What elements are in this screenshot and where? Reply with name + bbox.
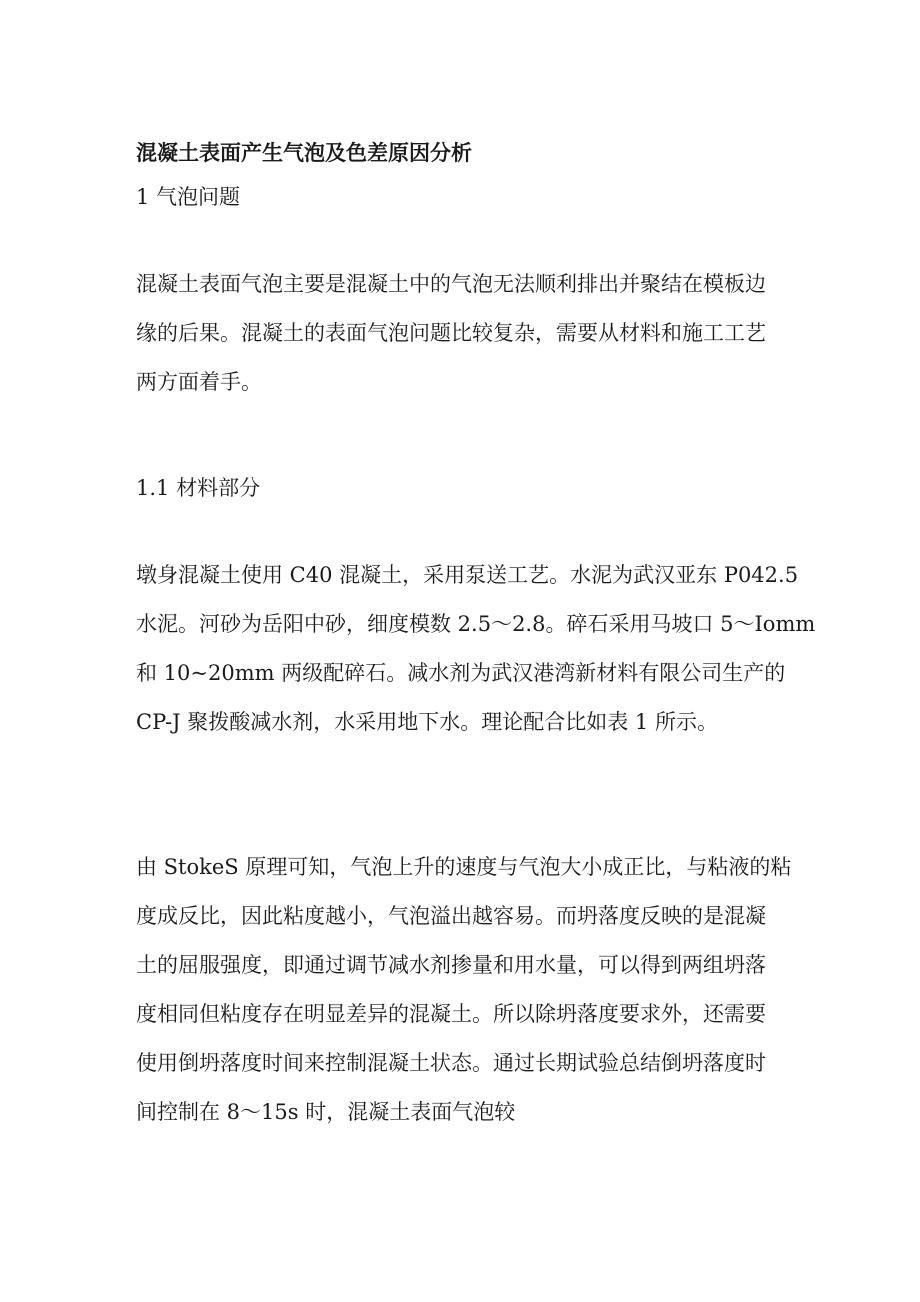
paragraph-line: 混凝土表面气泡主要是混凝土中的气泡无法顺利排出并聚结在模板边 — [136, 272, 766, 296]
paragraph-bubble-cause — [136, 260, 796, 407]
paragraph-line: 土的屈服强度，即通过调节减水剂掺量和用水量，可以得到两组坍落 — [136, 953, 766, 977]
paragraph-line: 度成反比，因此粘度越小，气泡溢出越容易。而坍落度反映的是混凝 — [136, 904, 766, 928]
paragraph-line: 度相同但粘度存在明显差异的混凝土。所以除坍落度要求外，还需要 — [136, 1002, 766, 1026]
document-title: 混凝土表面产生气泡及色差原因分析 — [136, 140, 472, 165]
paragraph-line: CP-J 聚拨酸减水剂，水采用地下水。理论配合比如表 1 所示。 — [136, 710, 718, 734]
paragraph-line: 缘的后果。混凝土的表面气泡问题比较复杂，需要从材料和施工工艺 — [136, 321, 766, 345]
paragraph-line: 间控制在 8～15s 时，混凝土表面气泡较 — [136, 1100, 516, 1124]
paragraph-stokes-principle — [136, 843, 796, 1137]
paragraph-line: 两方面着手。 — [136, 370, 262, 394]
paragraph-line: 使用倒坍落度时间来控制混凝土状态。通过长期试验总结倒坍落度时 — [136, 1051, 766, 1075]
paragraph-line: 由 StokeS 原理可知，气泡上升的速度与气泡大小成正比，与粘液的粘 — [136, 855, 792, 879]
paragraph-materials — [136, 551, 816, 747]
section-heading-materials: 1.1 材料部分 — [136, 476, 261, 500]
section-heading-bubble-problem: 1 气泡问题 — [136, 185, 241, 209]
paragraph-line: 水泥。河砂为岳阳中砂，细度模数 2.5～2.8。碎石采用马坡口 5～Iomm — [136, 612, 816, 636]
paragraph-line: 和 10~20mm 两级配碎石。减水剂为武汉港湾新材料有限公司生产的 — [136, 661, 786, 685]
paragraph-line: 墩身混凝土使用 C40 混凝土，采用泵送工艺。水泥为武汉亚东 P042.5 — [136, 563, 799, 587]
